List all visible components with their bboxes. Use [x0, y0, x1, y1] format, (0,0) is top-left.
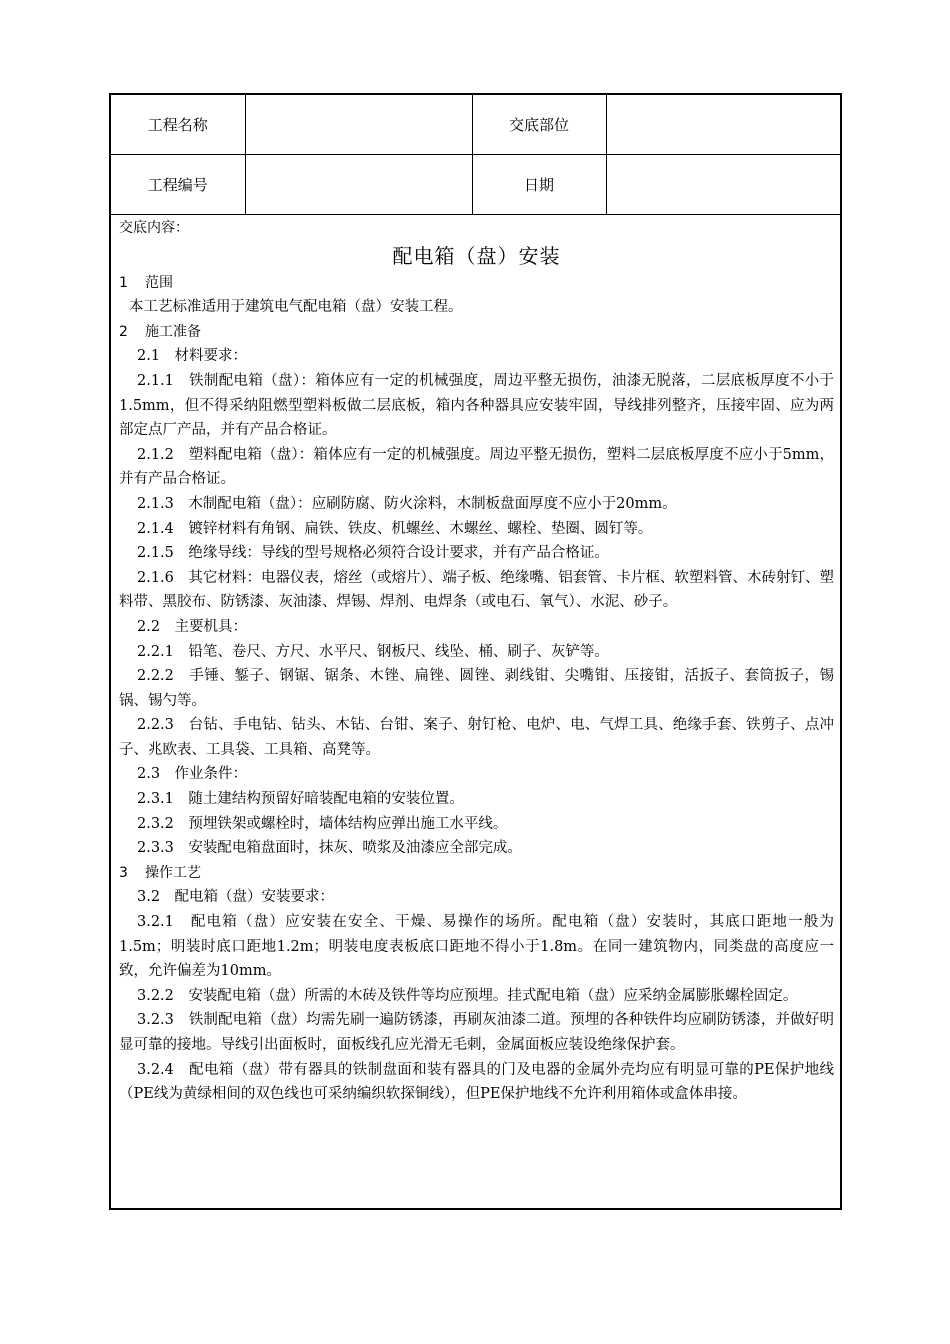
paragraph-2-2: 2.2 主要机具：: [137, 618, 248, 635]
document-title: 配电箱（盘）安装: [392, 243, 561, 268]
paragraph-2-3-1: 2.3.1 随土建结构预留好暗装配电箱的安装位置。: [137, 791, 464, 808]
section-1-number: 1: [119, 274, 128, 291]
paragraph-2-1-1: 2.1.1 铁制配电箱（盘）：箱体应有一定的机械强度，周边平整无损伤，油漆无脱落，二层底板厚度不小于1.5mm，但不得采纳阻燃型塑料板做二层底板，箱内各种器具应安装牢固，导线排列整齐，压接牢固、应为两部定点厂产品，并有产品合格证。: [119, 372, 834, 439]
date-label: 日期: [472, 155, 606, 215]
section-2-number: 2: [119, 323, 128, 340]
location-label: 交底部位: [472, 95, 606, 155]
header-row-1: [111, 95, 840, 155]
project-number-label: 工程编号: [111, 155, 245, 215]
section-2-heading: [119, 320, 834, 345]
paragraph-3-2: 3.2 配电箱（盘）安装要求：: [137, 889, 335, 906]
paragraph-3-2-4: 3.2.4 配电箱（盘）带有器具的铁制盘面和装有器具的门及电器的金属外壳均应有明显可靠的PE保护地线（PE线为黄绿相间的双色线也可采纳编织软探铜线），但PE保护地线不允许利用箱体或盒体串接。: [119, 1061, 834, 1103]
paragraph-2-2-3: 2.2.3 台钻、手电钻、钻头、木钻、台钳、案子、射钉枪、电炉、电、气焊工具、绝缘手套、铁剪子、点冲子、兆欧表、工具袋、工具箱、高凳等。: [119, 717, 834, 758]
paragraph-3-2-2: 3.2.2 安装配电箱（盘）所需的木砖及铁件等均应预埋。挂式配电箱（盘）应采纳金属膨胀螺栓固定。: [137, 987, 798, 1004]
section-2-title: 施工准备: [145, 323, 201, 340]
paragraph-2-2-1: 2.2.1 铅笔、卷尺、方尺、水平尺、钢板尺、线坠、桶、刷子、灰铲等。: [137, 643, 609, 660]
disclosure-content: [119, 216, 834, 1107]
paragraph-2-3: 2.3 作业条件：: [137, 766, 248, 783]
paragraph-3-2-3: 3.2.3 铁制配电箱（盘）均需先刷一遍防锈漆，再刷灰油漆二道。预埋的各种铁件均应刷防锈漆，并做好明显可靠的接地。导线引出面板时，面板线孔应光滑无毛刺，金属面板应装设绝缘保护套。: [119, 1012, 834, 1053]
content-label: 交底内容：: [119, 220, 189, 236]
section-1-title: 范围: [145, 274, 173, 291]
header-table: [111, 95, 840, 215]
location-field[interactable]: [606, 95, 840, 155]
section-1-text: 本工艺标准适用于建筑电气配电箱（盘）安装工程。: [129, 299, 463, 316]
paragraph-2-3-3: 2.3.3 安装配电箱盘面时，抹灰、喷浆及油漆应全部完成。: [137, 840, 522, 857]
section-1-heading: [119, 271, 834, 296]
project-name-label: 工程名称: [111, 95, 245, 155]
paragraph-2-3-2: 2.3.2 预埋铁架或螺栓时，墙体结构应弹出施工水平线。: [137, 815, 508, 832]
section-3-number: 3: [119, 864, 128, 881]
section-3-title: 操作工艺: [145, 864, 201, 881]
date-field[interactable]: [606, 155, 840, 215]
section-3-heading: [119, 861, 834, 886]
header-row-2: [111, 155, 840, 215]
paragraph-2-1-5: 2.1.5 绝缘导线：导线的型号规格必须符合设计要求，并有产品合格证。: [137, 545, 609, 562]
paragraph-2-2-2: 2.2.2 手锤、錾子、钢锯、锯条、木锉、扁锉、圆锉、剥线钳、尖嘴钳、压接钳，活扳子、套筒扳子，锡锅、锡勺等。: [119, 668, 834, 709]
paragraph-2-1-6: 2.1.6 其它材料：电器仪表，熔丝（或熔片）、端子板、绝缘嘴、铝套管、卡片框、软塑料管、木砖射钉、塑料带、黑胶布、防锈漆、灰油漆、焊锡、焊剂、电焊条（或电石、氧气）、水泥、砂子。: [119, 569, 834, 611]
project-name-field[interactable]: [245, 95, 472, 155]
paragraph-3-2-1: 3.2.1 配电箱（盘）应安装在安全、干燥、易操作的场所。配电箱（盘）安装时，其底口距地一般为1.5m；明装时底口距地1.2m；明装电度表板底口距地不得小于1.8m。在同一建筑物内，同类盘的高度应一致，允许偏差为10mm。: [119, 914, 834, 980]
disclosure-sheet: [109, 93, 842, 1210]
project-number-field[interactable]: [245, 155, 472, 215]
paragraph-2-1-4: 2.1.4 镀锌材料有角钢、扁铁、铁皮、机螺丝、木螺丝、螺栓、垫圈、圆钉等。: [137, 520, 653, 537]
paragraph-2-1-2: 2.1.2 塑料配电箱（盘）：箱体应有一定的机械强度。周边平整无损伤，塑料二层底板厚度不应小于5mm，并有产品合格证。: [119, 446, 834, 488]
paragraph-2-1: 2.1 材料要求：: [137, 348, 248, 365]
paragraph-2-1-3: 2.1.3 木制配电箱（盘）：应刷防腐、防火涂料，木制板盘面厚度不应小于20mm。: [137, 495, 677, 512]
